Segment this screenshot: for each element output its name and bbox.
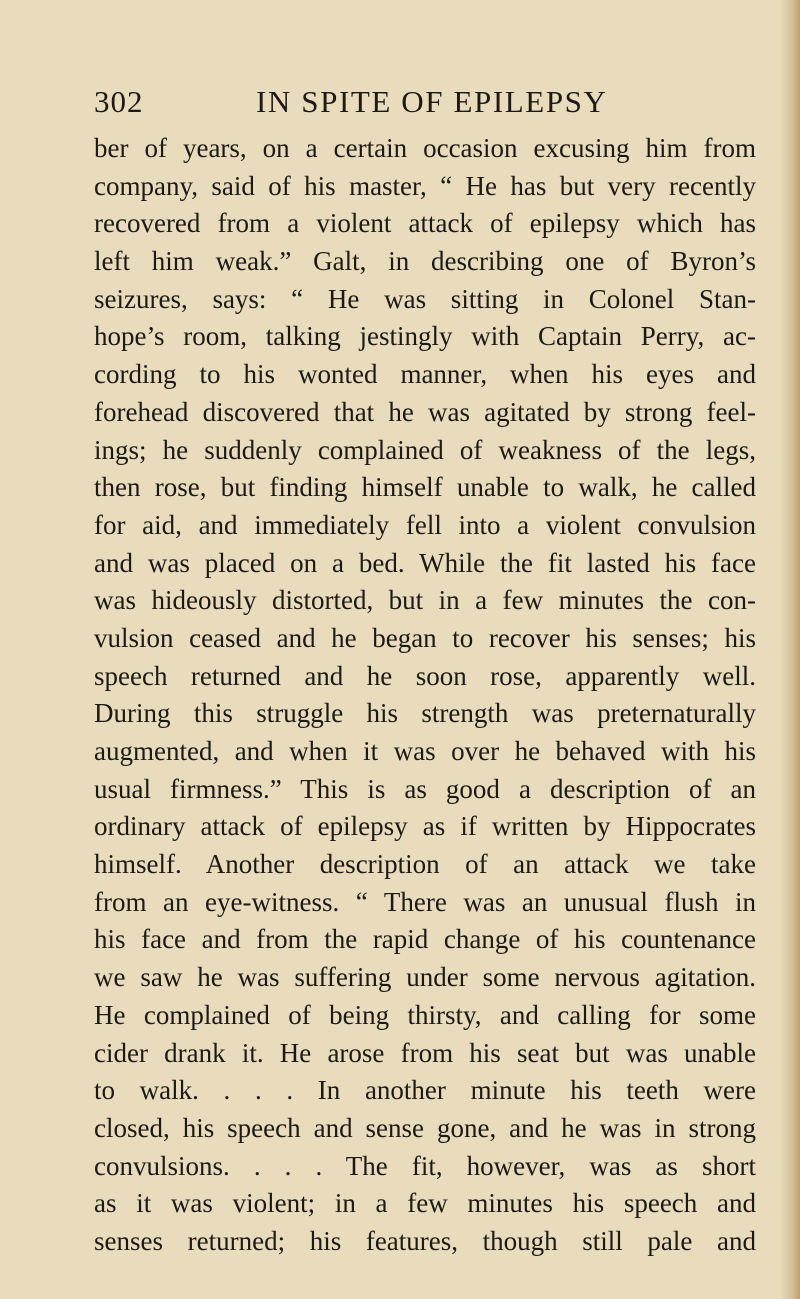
text-line: speech returned and he soon rose, apparently well. (94, 660, 756, 691)
text-line: augmented, and when it was over he behaved with his (94, 736, 756, 766)
page-edge-shadow (780, 0, 800, 1299)
text-line: left him weak.” Galt, in describing one of Byron’s (94, 246, 756, 277)
text-line: senses returned; his features, though still pale and (94, 1225, 756, 1256)
text-line: cording to his wonted manner, when his eyes and (94, 359, 756, 390)
text-line: closed, his speech and sense gone, and he was in strong (94, 1112, 756, 1143)
text-line: hope’s room, talking jestingly with Captain Perry, ac- (94, 321, 756, 352)
text-line: seizures, says: “ He was sitting in Colonel Stan- (94, 283, 756, 314)
text-line: recovered from a violent attack of epilepsy which has (94, 208, 756, 239)
text-line: ings; he suddenly complained of weakness of the legs, (94, 434, 756, 465)
text-line: then rose, but finding himself unable to walk, he called (94, 472, 756, 503)
text-line: from an eye-witness. “ There was an unusual flush in (94, 886, 756, 917)
text-line: ber of years, on a certain occasion excusing him from (94, 133, 756, 163)
text-line: company, said of his master, “ He has but very recently (94, 170, 756, 201)
text-line: we saw he was suffering under some nervous agitation. (94, 962, 756, 993)
text-line: for aid, and immediately fell into a violent convulsion (94, 509, 756, 540)
text-line: was hideously distorted, but in a few minutes the con- (94, 585, 756, 616)
text-line: He complained of being thirsty, and calling for some (94, 999, 756, 1030)
text-line: as it was violent; in a few minutes his speech and (94, 1188, 756, 1219)
text-line: himself. Another description of an attack we take (94, 849, 756, 880)
running-head: IN SPITE OF EPILEPSY (256, 84, 608, 119)
text-line: and was placed on a bed. While the fit lasted his face (94, 547, 756, 578)
body-text (94, 130, 756, 1261)
text-line: convulsions. . . . The fit, however, was as short (94, 1150, 756, 1181)
page-header (94, 84, 754, 124)
text-line: cider drank it. He arose from his seat but was unable (94, 1037, 756, 1068)
text-line: usual firmness.” This is as good a description of an (94, 773, 756, 804)
text-line: forehead discovered that he was agitated by strong feel- (94, 396, 756, 427)
text-line: vulsion ceased and he began to recover his senses; his (94, 622, 756, 653)
text-line: ordinary attack of epilepsy as if written by Hippocrates (94, 811, 756, 842)
text-line: his face and from the rapid change of his countenance (94, 924, 756, 955)
text-line: During this struggle his strength was preternaturally (94, 698, 756, 729)
text-line: to walk. . . . In another minute his teeth were (94, 1075, 756, 1106)
page-number: 302 (94, 84, 144, 119)
